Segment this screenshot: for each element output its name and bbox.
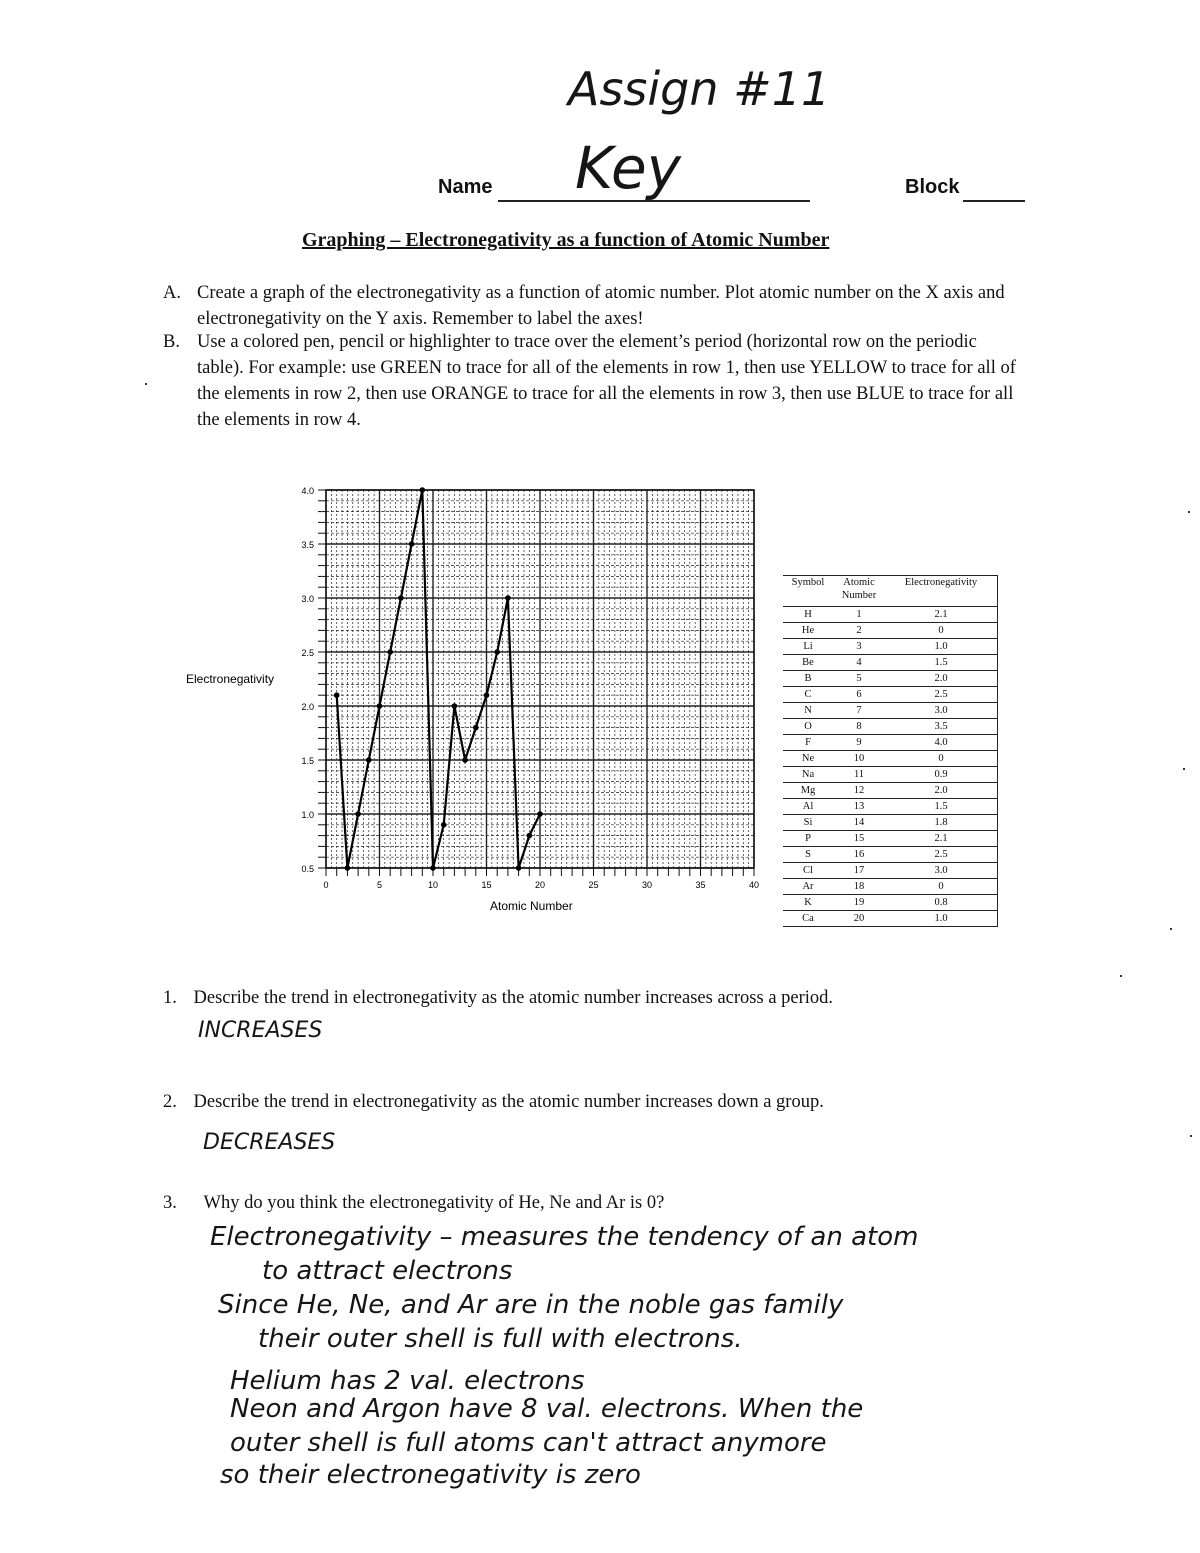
table-cell: H — [783, 607, 833, 623]
data-point — [473, 725, 479, 731]
table-row — [783, 687, 997, 703]
assignment-note: Assign #11 — [568, 62, 831, 116]
instruction-label: B. — [163, 332, 180, 352]
block-label: Block — [905, 176, 960, 198]
y-tick-label: 1.5 — [301, 756, 314, 766]
name-label: Name — [438, 176, 493, 198]
table-cell: Cl — [783, 863, 833, 879]
table-cell: 4 — [833, 655, 885, 671]
table-header: Electronegativity — [885, 576, 997, 607]
table-cell: 9 — [833, 735, 885, 751]
table-cell: O — [783, 719, 833, 735]
table-row — [783, 767, 997, 783]
data-point — [387, 649, 393, 655]
table-cell: 6 — [833, 687, 885, 703]
table-cell: 12 — [833, 783, 885, 799]
table-cell: 19 — [833, 895, 885, 911]
table-cell: K — [783, 895, 833, 911]
table-row — [783, 623, 997, 639]
table-cell: 2.0 — [885, 783, 997, 799]
table-cell: Na — [783, 767, 833, 783]
table-cell: 2.1 — [885, 607, 997, 623]
table-cell: 15 — [833, 831, 885, 847]
scan-speck — [1183, 768, 1185, 770]
data-point — [377, 703, 383, 709]
answer-3-line: Neon and Argon have 8 val. electrons. When the — [230, 1394, 864, 1424]
data-point — [441, 822, 447, 828]
table-row — [783, 751, 997, 767]
table-cell: 10 — [833, 751, 885, 767]
question-number: 2. — [163, 1092, 177, 1112]
block-underline — [963, 200, 1025, 202]
table-cell: 1.8 — [885, 815, 997, 831]
table-row — [783, 719, 997, 735]
table-header: Atomic Number — [833, 576, 885, 607]
table-cell: 0.9 — [885, 767, 997, 783]
table-cell: 3.0 — [885, 703, 997, 719]
table-cell: S — [783, 847, 833, 863]
table-cell: Be — [783, 655, 833, 671]
table-cell: Ca — [783, 911, 833, 927]
electronegativity-chart — [180, 476, 780, 926]
table-cell: Li — [783, 639, 833, 655]
table-cell: 0 — [885, 751, 997, 767]
instruction-label: A. — [163, 283, 181, 303]
table-cell: 18 — [833, 879, 885, 895]
answer-3-line: their outer shell is full with electrons. — [258, 1324, 743, 1354]
x-tick-label: 0 — [323, 880, 329, 890]
y-tick-label: 0.5 — [301, 864, 314, 874]
worksheet-title: Graphing – Electronegativity as a function of Atomic Number — [302, 229, 830, 251]
data-point — [527, 833, 533, 839]
table-cell: 2 — [833, 623, 885, 639]
answer-3-line: Since He, Ne, and Ar are in the noble gas family — [218, 1290, 844, 1320]
table-row — [783, 607, 997, 623]
table-row — [783, 911, 997, 927]
instruction-text: Create a graph of the electronegativity as a function of atomic number. Plot atomic number on the X axis and electronegativity on the Y axis. Remember to label the axes! — [197, 283, 1005, 329]
table-cell: 0 — [885, 623, 997, 639]
data-point — [366, 757, 372, 763]
answer-3-line: so their electronegativity is zero — [220, 1460, 641, 1490]
table-cell: Mg — [783, 783, 833, 799]
table-cell: 16 — [833, 847, 885, 863]
table-row — [783, 783, 997, 799]
table-row — [783, 831, 997, 847]
data-point — [398, 595, 404, 601]
table-cell: 0.8 — [885, 895, 997, 911]
data-point — [494, 649, 500, 655]
table-cell: 1.5 — [885, 799, 997, 815]
question-number: 1. — [163, 988, 177, 1008]
element-table-wrapper — [783, 575, 998, 927]
table-cell: 8 — [833, 719, 885, 735]
table-cell: 11 — [833, 767, 885, 783]
table-row — [783, 639, 997, 655]
y-tick-label: 1.0 — [301, 810, 314, 820]
table-cell: Al — [783, 799, 833, 815]
table-cell: 1.0 — [885, 911, 997, 927]
data-point — [452, 703, 458, 709]
table-cell: N — [783, 703, 833, 719]
table-cell: 7 — [833, 703, 885, 719]
instruction-a — [163, 280, 1023, 332]
table-cell: 3 — [833, 639, 885, 655]
table-row — [783, 799, 997, 815]
table-cell: F — [783, 735, 833, 751]
scan-speck — [1190, 1135, 1192, 1137]
data-point — [537, 811, 543, 817]
table-cell: 3.0 — [885, 863, 997, 879]
question-text: Why do you think the electronegativity of He, Ne and Ar is 0? — [203, 1193, 665, 1213]
x-tick-label: 30 — [641, 880, 653, 890]
table-cell: 2.0 — [885, 671, 997, 687]
y-tick-label: 3.0 — [301, 594, 314, 604]
x-tick-label: 35 — [695, 880, 706, 890]
table-row — [783, 863, 997, 879]
x-tick-label: 10 — [427, 880, 439, 890]
data-point — [505, 595, 511, 601]
table-cell: B — [783, 671, 833, 687]
x-tick-label: 15 — [481, 880, 492, 890]
data-point — [334, 692, 340, 698]
table-cell: 0 — [885, 879, 997, 895]
table-cell: Ne — [783, 751, 833, 767]
question-1 — [163, 988, 1023, 1009]
table-row — [783, 815, 997, 831]
table-cell: 4.0 — [885, 735, 997, 751]
scan-speck — [1188, 511, 1190, 513]
table-row — [783, 671, 997, 687]
table-cell: 2.5 — [885, 847, 997, 863]
answer-1[interactable]: INCREASES — [198, 1018, 323, 1043]
table-row — [783, 879, 997, 895]
table-cell: 20 — [833, 911, 885, 927]
table-cell: C — [783, 687, 833, 703]
data-point — [355, 811, 361, 817]
question-2 — [163, 1092, 1023, 1113]
table-row — [783, 703, 997, 719]
x-tick-label: 20 — [534, 880, 546, 890]
data-point — [420, 487, 426, 493]
data-point — [484, 692, 490, 698]
answer-3-line: outer shell is full atoms can't attract anymore — [230, 1428, 827, 1458]
table-header: Symbol — [783, 576, 833, 607]
data-point — [462, 757, 468, 763]
table-row — [783, 655, 997, 671]
y-tick-label: 4.0 — [301, 486, 314, 496]
scan-speck — [1120, 975, 1122, 977]
table-cell: 1.0 — [885, 639, 997, 655]
x-tick-label: 5 — [376, 880, 383, 890]
table-cell: 3.5 — [885, 719, 997, 735]
table-cell: P — [783, 831, 833, 847]
question-text: Describe the trend in electronegativity as the atomic number increases down a group. — [193, 1092, 824, 1112]
data-point — [516, 865, 522, 871]
answer-2[interactable]: DECREASES — [203, 1130, 336, 1155]
instruction-b — [163, 329, 1023, 439]
question-text: Describe the trend in electronegativity as the atomic number increases across a period. — [193, 988, 834, 1008]
data-point — [430, 865, 436, 871]
question-3 — [163, 1193, 1023, 1214]
table-cell: Si — [783, 815, 833, 831]
chart-ticks — [301, 486, 759, 890]
y-axis-label: Electronegativity — [186, 672, 275, 686]
table-cell: 5 — [833, 671, 885, 687]
table-cell: 1 — [833, 607, 885, 623]
scan-speck — [1170, 928, 1172, 930]
instruction-text: Use a colored pen, pencil or highlighter to trace over the element’s period (horizontal row on the periodic table). For example: use GREEN to trace for all of the elements in row 1, then use YELLOW to trace for all of the elements in row 2, then use ORANGE to trace for all the elements in row 3, then use BLUE to trace for all the elements in row 4. — [197, 332, 1016, 430]
table-cell: Ar — [783, 879, 833, 895]
data-point — [409, 541, 415, 547]
table-cell: 17 — [833, 863, 885, 879]
x-tick-label: 25 — [588, 880, 599, 890]
table-row — [783, 895, 997, 911]
element-table — [783, 576, 997, 927]
name-value[interactable]: Key — [575, 134, 681, 202]
scan-speck — [145, 383, 147, 385]
table-row — [783, 735, 997, 751]
answer-3-line: Electronegativity – measures the tendency of an atom — [210, 1222, 919, 1252]
table-cell: 14 — [833, 815, 885, 831]
answer-3-line: to attract electrons — [262, 1256, 513, 1286]
y-tick-label: 2.0 — [301, 702, 314, 712]
table-cell: He — [783, 623, 833, 639]
data-point — [345, 865, 351, 871]
x-axis-label: Atomic Number — [490, 899, 573, 913]
table-row — [783, 847, 997, 863]
y-tick-label: 2.5 — [301, 648, 314, 658]
table-cell: 13 — [833, 799, 885, 815]
x-tick-label: 40 — [748, 880, 760, 890]
answer-3-line: Helium has 2 val. electrons — [230, 1366, 585, 1396]
table-cell: 2.5 — [885, 687, 997, 703]
question-number: 3. — [163, 1193, 177, 1213]
table-cell: 1.5 — [885, 655, 997, 671]
y-tick-label: 3.5 — [301, 540, 314, 550]
table-cell: 2.1 — [885, 831, 997, 847]
